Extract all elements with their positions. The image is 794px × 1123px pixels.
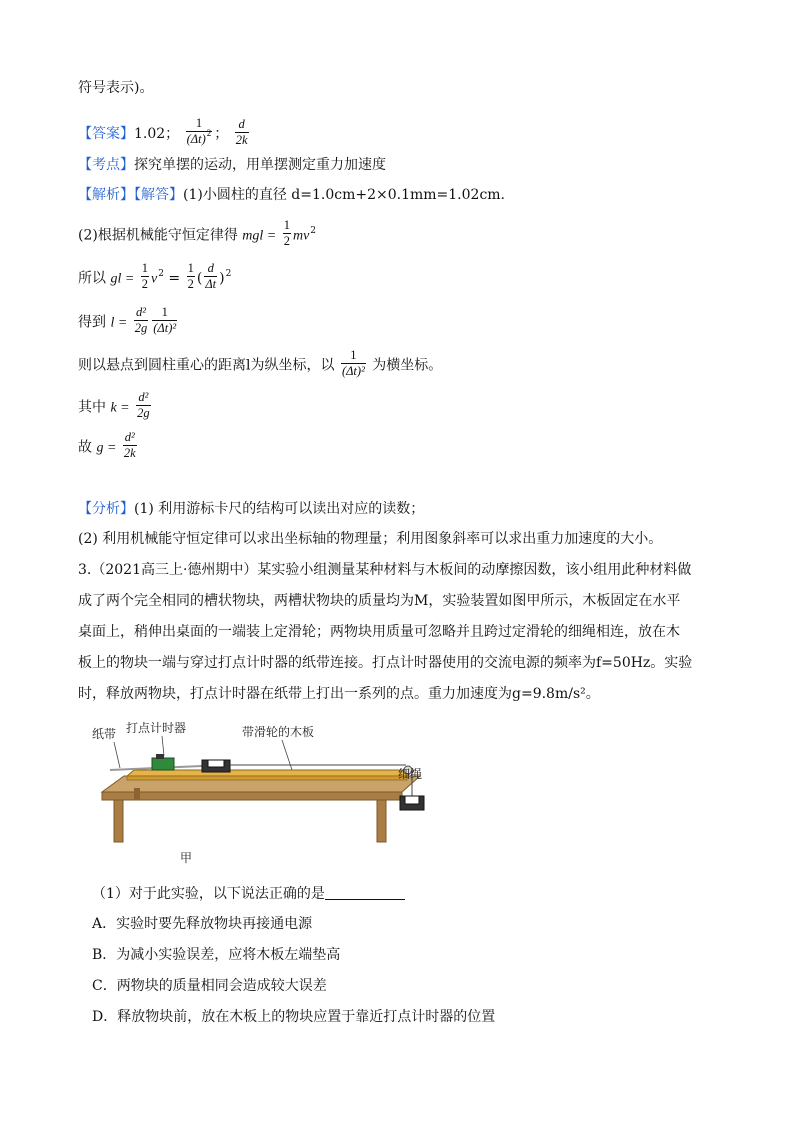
option-b[interactable]: B．为减小实验误差，应将木板左端垫高 [92, 947, 341, 963]
step4-line: 得到 l = $\frac{\text{d²}}{2g}$ $\frac{1}{\text{(Δt)²}}$ [78, 305, 177, 335]
fenxi-line-2: (2) 利用机械能守恒定律可以求出坐标轴的物理量；利用图象斜率可以求出重力加速度的大小。 [78, 531, 663, 547]
spark-timer [152, 758, 174, 770]
table-edge [102, 792, 402, 800]
option-c[interactable]: C．两物块的质量相同会造成较大误差 [92, 978, 327, 994]
jieda-tag: 【解答】 [134, 187, 183, 203]
step6-line: 其中 k = $\frac{\text{d²}}{2g}$ [78, 390, 150, 420]
question3-line-4: 板上的物块一端与穿过打点计时器的纸带连接。打点计时器使用的交流电源的频率为f=50Hz。实验 [78, 655, 693, 671]
jiexi-tag: 【解析】 [78, 187, 134, 203]
step3-line: 所以 gl = $\frac{1}{2}$ $v^2$ = $\frac{1}{2}$ ( $\frac{d}{\Delta t}$ )$^2$ [78, 261, 232, 291]
fenxi-line-1: 【分析】(1) 利用游标卡尺的结构可以读出对应的读数； [78, 501, 425, 517]
fenxi-tag: 【分析】 [78, 501, 134, 517]
question3-line-5: 时，释放两物块，打点计时器在纸带上打出一系列的点。重力加速度为g=9.8m/s²。 [78, 686, 600, 702]
question3-line-2: 成了两个完全相同的槽状物块，两槽状物块的质量均为M，实验装置如图甲所示，木板固定在水平 [78, 593, 681, 609]
label-paper-tape: 纸带 [92, 727, 117, 741]
table-leg [377, 800, 386, 842]
figure-caption: 甲 [180, 851, 193, 865]
kaodian-line: 【考点】探究单摆的运动，用单摆测定重力加速度 [78, 157, 386, 173]
option-a[interactable]: A．实验时要先释放物块再接通电源 [92, 916, 313, 932]
answer-value: 1.02； [134, 126, 180, 142]
step2-fraction: $\frac{1}{2}$ [283, 218, 290, 248]
jiexi-line: 【解析】【解答】(1)小圆柱的直径 d=1.0cm+2×0.1mm=1.02cm. [78, 187, 506, 203]
label-rope: 细绳 [398, 767, 423, 781]
answer-tag: 【答案】 [78, 126, 134, 142]
label-board: 带滑轮的木板 [242, 725, 315, 739]
wooden-board [127, 770, 414, 776]
step2-line: (2)根据机械能守恒定律得 mgl = $\frac{1}{2}$ $mv^2$ [78, 218, 317, 248]
question3-line-1: 3.（2021高三上·德州期中）某实验小组测量某种材料与木板间的动摩擦因数，该小组用此种材料做 [78, 562, 692, 578]
question3-line-3: 桌面上，稍伸出桌面的一端装上定滑轮；两物块用质量可忽略并且跨过定滑轮的细绳相连，放在木 [78, 624, 680, 640]
step7-line: 故 g = $\frac{\text{d²}}{2k}$ [78, 430, 136, 460]
kaodian-tag: 【考点】 [78, 157, 134, 173]
option-d[interactable]: D．释放物块前，放在木板上的物块应置于靠近打点计时器的位置 [92, 1009, 496, 1025]
answer-blank[interactable] [325, 884, 405, 900]
experiment-figure [92, 718, 432, 868]
subquestion-1: （1）对于此实验，以下说法正确的是 [92, 884, 405, 904]
hanging-block [400, 796, 424, 810]
step5-line: 则以悬点到圆柱重心的距离l为纵坐标，以 $\frac{1}{\text{(Δt)²}}$ 为横坐标。 [78, 348, 443, 378]
block-on-board [202, 760, 230, 772]
answer-line: 【答案】1.02； $\frac{1}{(\Delta t)^2}$ ； $\frac{d}{2k}$ [78, 116, 248, 147]
label-timer: 打点计时器 [126, 721, 187, 735]
table-leg [114, 800, 123, 842]
continuation-line: 符号表示)。 [78, 80, 154, 96]
answer-fraction-1: $\frac{1}{(\Delta t)^2}$ [186, 116, 212, 146]
answer-fraction-2: $\frac{d}{2k}$ [235, 116, 248, 147]
